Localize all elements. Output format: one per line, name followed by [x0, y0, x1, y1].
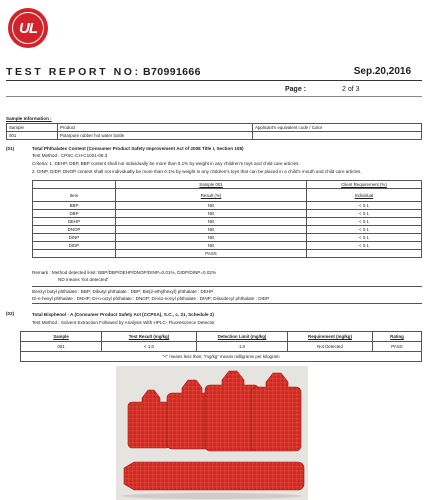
page-divider — [6, 96, 422, 97]
table-row — [7, 132, 422, 140]
bpa-requirement-cell: Not Detected — [288, 342, 373, 352]
product-cell: Polarpure rubber hot water bottle — [58, 132, 253, 140]
phthalates-table — [32, 180, 422, 258]
result-cell: ND — [116, 202, 307, 210]
sample-001-header: Sample 001 — [116, 181, 307, 189]
table-row — [33, 218, 422, 226]
table-row — [21, 352, 422, 362]
section1-criteria1: Criteria: 1. DEHP, DBP, BBP content shall not individually be more than 0.1% by weight in any children's toys and child care articles. — [32, 161, 300, 166]
table-row — [33, 226, 422, 234]
table-row — [33, 242, 422, 250]
bisphenol-table — [20, 331, 422, 362]
individual-header: Individual — [307, 189, 422, 202]
requirement-cell: < 0.1 — [307, 226, 422, 234]
abbreviations-line2: Di-n-hexyl phthalate : DNHP; Di-n-octyl phthalate : DNOP; Di-iso-nonyl phthalate : DINP; Diisodecyl phthalate : DIDP — [32, 296, 270, 301]
sample-info-table — [6, 123, 422, 140]
item-cell: DBP — [33, 210, 116, 218]
section2-method: Test Method : Solvent Extraction Followed by Analysis With HPLC- Fluorescence Detector — [32, 320, 215, 325]
bpa-detection-limit-cell: 1.0 — [197, 342, 288, 352]
table-row — [33, 181, 422, 189]
remark-divider — [32, 286, 422, 287]
item-cell: BBP — [33, 202, 116, 210]
table-row — [33, 250, 422, 258]
blank-cell — [307, 250, 422, 258]
section2-title: Total Bisphenol - A (Consumer Product Safety Act (CCPSA), S.C., c. 21, Schedule 2) — [32, 312, 214, 317]
hot-water-bottles-image — [116, 366, 308, 500]
ul-logo — [8, 8, 48, 48]
result-cell: ND — [116, 242, 307, 250]
abbreviations-divider — [32, 303, 422, 304]
item-header: Item — [33, 189, 116, 202]
table-row — [33, 202, 422, 210]
bpa-sample-cell: 001 — [21, 342, 102, 352]
bpa-result-cell: < 1.0 — [102, 342, 197, 352]
report-title: TEST REPORT NO: — [6, 66, 141, 78]
item-cell: DNOP — [33, 226, 116, 234]
table-row — [7, 124, 422, 132]
product-photo — [116, 366, 308, 500]
table-row — [21, 332, 422, 342]
section1-method: Test Method : CPSC-CH-C1001-09.3 — [32, 153, 108, 158]
bpa-rating-cell: PASS — [373, 342, 422, 352]
result-cell: ND — [116, 218, 307, 226]
bpa-header-result: Test Result (mg/kg) — [102, 332, 197, 342]
col-applicant-header: Applicant's equivalent code / Color — [253, 124, 422, 132]
client-requirement-header: Client Requirement (%) — [307, 181, 422, 189]
section1-number: (01) — [6, 146, 15, 151]
ul-logo-ring — [12, 12, 44, 44]
section2-number: (02) — [6, 311, 15, 316]
abbreviations-line1: Benzyl butyl phthalate : BBP; Dibutyl phthalate : DBP; Bis(2-ethylhexyl) phthalate : DEHP — [32, 289, 214, 294]
item-cell: DINP — [33, 234, 116, 242]
bpa-header-rating: Rating — [373, 332, 422, 342]
report-number: B70991666 — [143, 66, 201, 78]
header-divider — [6, 80, 422, 81]
bpa-header-detection-limit: Detection Limit (mg/kg) — [197, 332, 288, 342]
requirement-cell: < 0.1 — [307, 218, 422, 226]
nd-note: ND means 'not detected' — [58, 277, 109, 282]
bpa-header-requirement: Requirement (mg/kg) — [288, 332, 373, 342]
col-product-header: Product — [58, 124, 253, 132]
table-row — [33, 234, 422, 242]
blank-header-cell — [33, 181, 116, 189]
result-cell: ND — [116, 210, 307, 218]
ul-logo-text: UL — [19, 19, 37, 37]
applicant-cell — [253, 132, 422, 140]
item-cell: DIDP — [33, 242, 116, 250]
result-cell: ND — [116, 226, 307, 234]
col-sample-header: Sample — [7, 124, 58, 132]
blank-cell — [33, 250, 116, 258]
section1-remark: Remark : Method detected limit: BBP/DBP/DEHP/DNOP/DINP=0.01%, DIDP/DINP=0.02% — [32, 270, 217, 275]
report-date: Sep.20,2016 — [353, 66, 411, 77]
requirement-cell: < 0.1 — [307, 210, 422, 218]
result-cell: ND — [116, 234, 307, 242]
requirement-cell: < 0.1 — [307, 242, 422, 250]
table-row — [21, 342, 422, 352]
item-cell: DEHP — [33, 218, 116, 226]
requirement-cell: < 0.1 — [307, 234, 422, 242]
bpa-note-cell: "<" means less than; "mg/kg" means milligrams per kilogram — [21, 352, 422, 362]
bpa-header-sample: Sample — [21, 332, 102, 342]
sample-info-heading: Sample Information : — [6, 116, 52, 121]
table-row — [33, 189, 422, 202]
page-number: 2 of 3 — [342, 86, 360, 93]
result-header: Result (%) — [116, 189, 307, 202]
section1-title: Total Phthalates Content (Consumer Product Safety Improvement Act of 2008 Title I, Section 108) — [32, 146, 244, 151]
section1-criteria2: 2. DINP, DIDP, DNOP content shall not individually be more than 0.1% by weight in any children's toys that can be placed in a child's mouth and child care articles. — [32, 169, 362, 174]
requirement-cell: < 0.1 — [307, 202, 422, 210]
sample-id-cell: 001 — [7, 132, 58, 140]
page-label: Page : — [285, 86, 307, 93]
table-row — [33, 210, 422, 218]
pass-cell: PASS — [116, 250, 307, 258]
